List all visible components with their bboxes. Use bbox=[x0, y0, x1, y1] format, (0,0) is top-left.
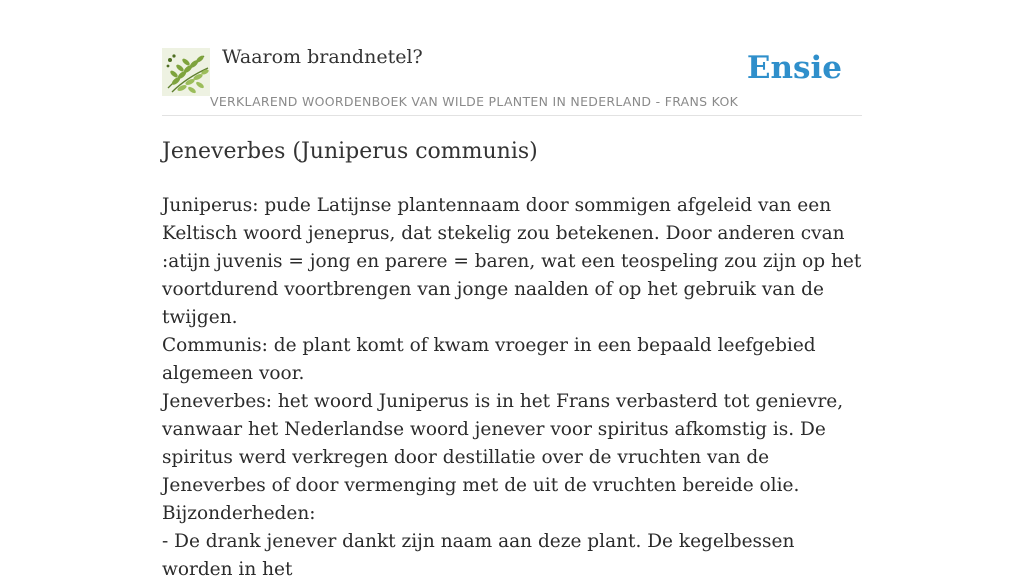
fern-leaves-icon bbox=[162, 48, 210, 96]
entry-paragraph: Communis: de plant komt of kwam vroeger in een bepaald leefgebied algemeen voor. bbox=[162, 335, 816, 384]
entry-paragraph: - De drank jenever dankt zijn naam aan deze plant. De kegelbessen worden in het bbox=[162, 531, 795, 580]
source-dictionary[interactable]: VERKLAREND WOORDENBOEK VAN WILDE PLANTEN IN NEDERLAND - FRANS KOK bbox=[210, 94, 739, 109]
entry-paragraph: Bijzonderheden: bbox=[162, 503, 316, 524]
entry-body bbox=[162, 192, 866, 584]
entry-title: Jeneverbes (Juniperus communis) bbox=[162, 139, 538, 164]
entry-header bbox=[162, 44, 862, 116]
brand-logo[interactable]: Ensie bbox=[746, 50, 842, 86]
entry-paragraph: Jeneverbes: het woord Juniperus is in het Frans verbasterd tot genievre, vanwaar het Nederlandse woord jenever voor spiritus afkomstig is. De spiritus werd verkregen door destillatie over de vruchten van de Jeneverbes of door vermenging met de uit de vruchten bereide olie. bbox=[162, 391, 844, 496]
question-title[interactable]: Waarom brandnetel? bbox=[222, 46, 423, 68]
entry-paragraph: Juniperus: pude Latijnse plantennaam door sommigen afgeleid van een Keltisch woord jeneprus, dat stekelig zou betekenen. Door anderen cvan :atijn juvenis = jong en parere = baren, wat een teospeling zou zijn op het voortdurend voortbrengen van jonge naalden of op het gebruik van de twijgen. bbox=[162, 195, 862, 328]
